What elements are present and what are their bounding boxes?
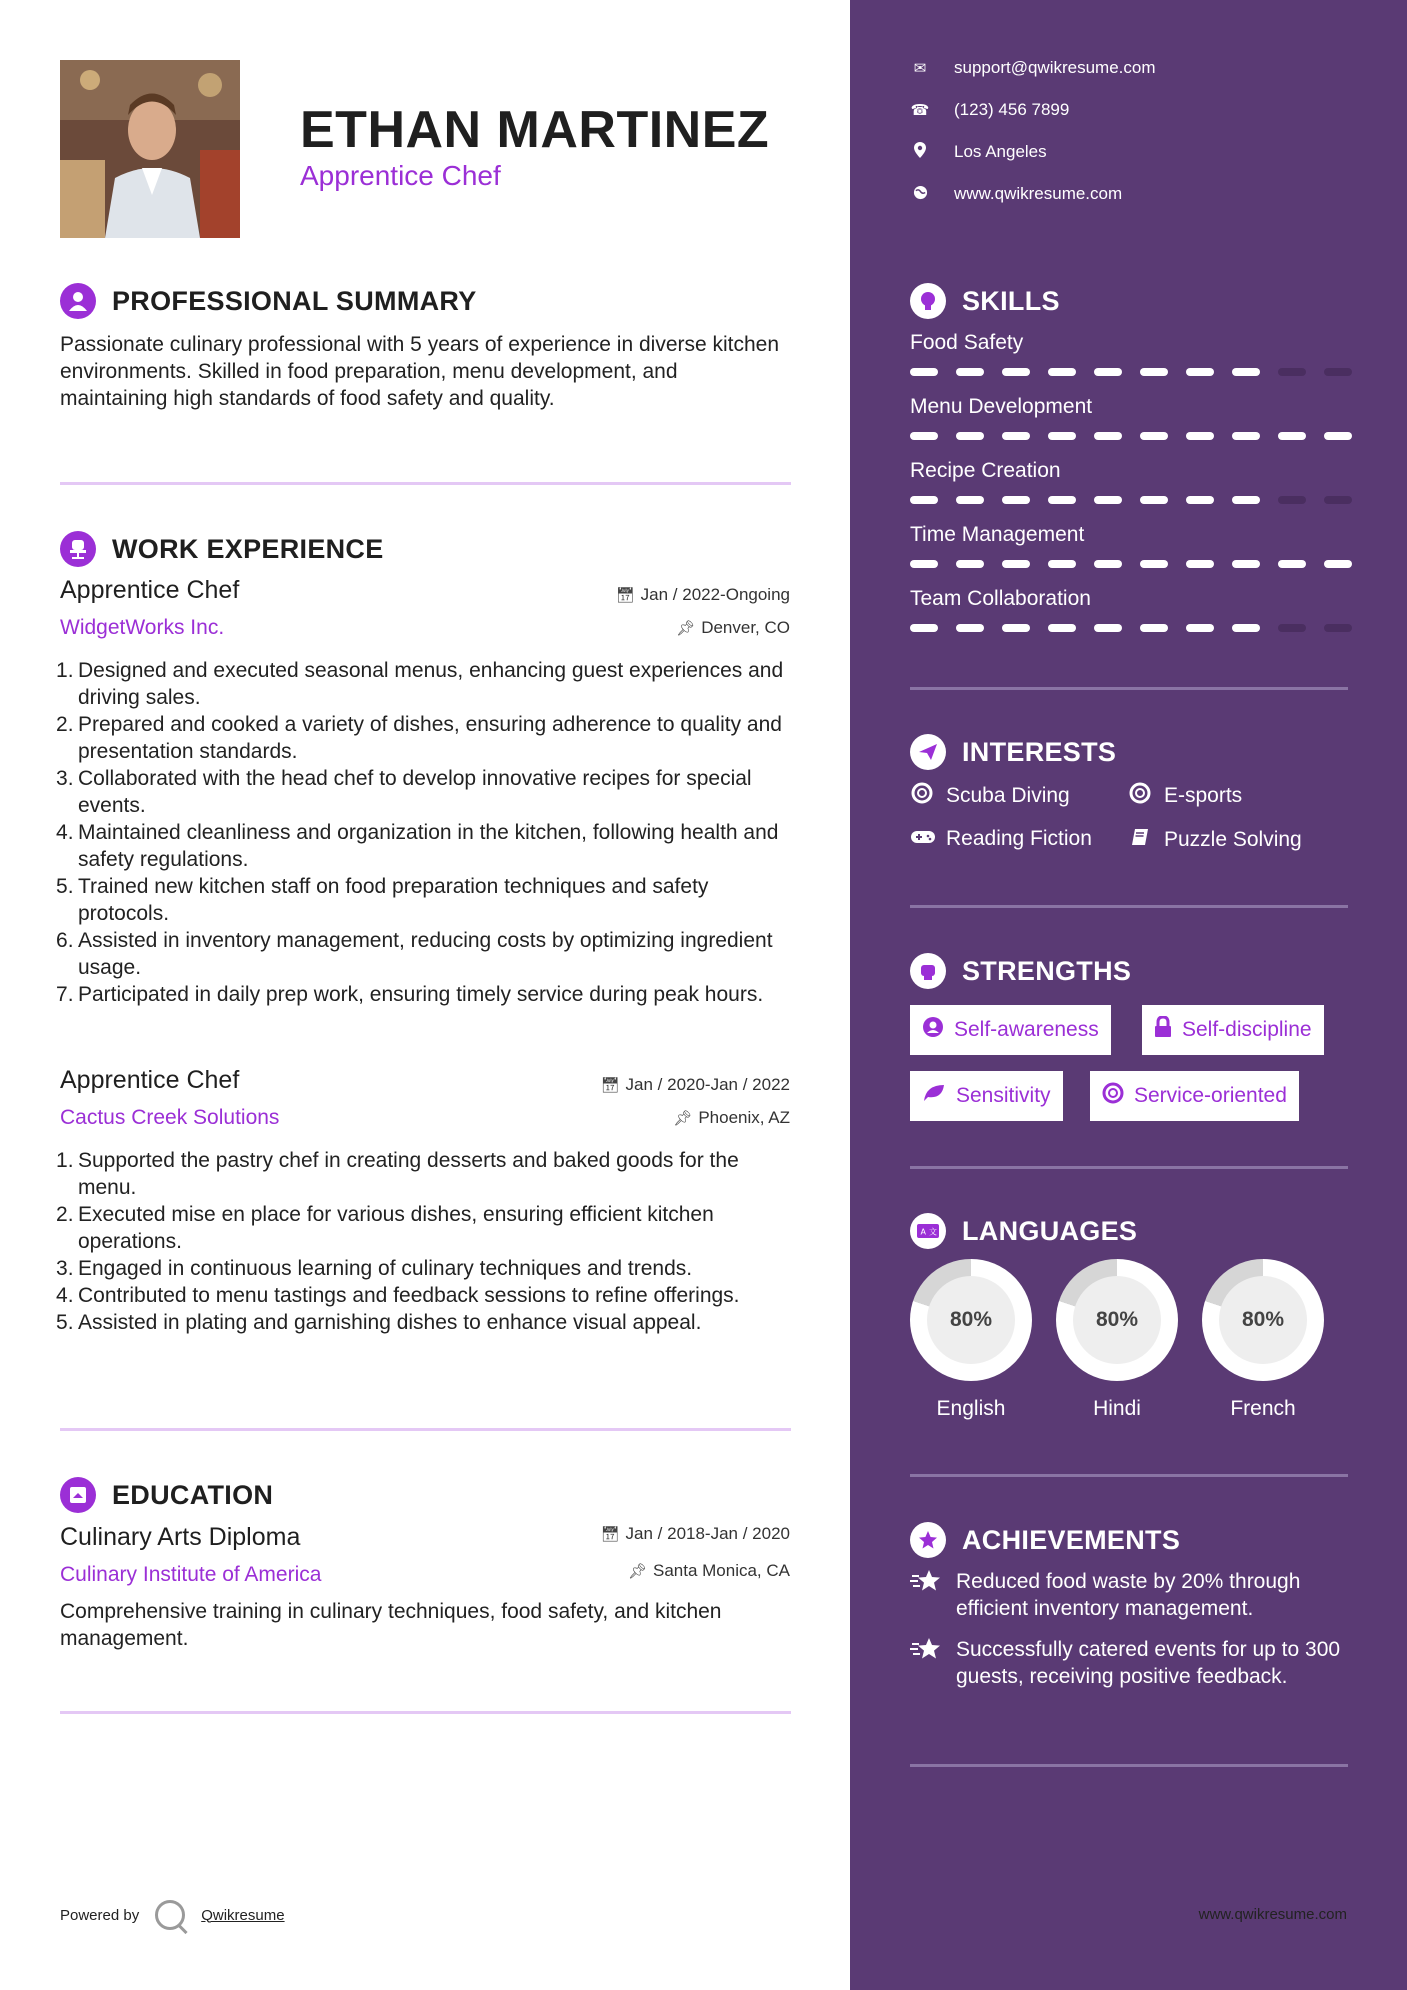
interest-label: Reading Fiction — [946, 827, 1092, 850]
languages-title: LANGUAGES — [962, 1215, 1138, 1246]
interest-item — [1128, 827, 1302, 853]
interest-item — [910, 827, 1092, 851]
star-icon — [910, 1636, 944, 1690]
job-company: WidgetWorks Inc. — [60, 616, 225, 639]
briefcase-chair-icon — [60, 531, 96, 567]
skill-dash — [1094, 496, 1122, 504]
pin-icon: 📌︎ — [673, 1110, 693, 1127]
svg-text:文: 文 — [929, 1227, 937, 1237]
list-item: Contributed to menu tastings and feedback sessions to refine offerings. — [78, 1284, 740, 1307]
divider — [910, 905, 1348, 908]
education-title: EDUCATION — [112, 1479, 274, 1510]
job-location-text: Denver, CO — [701, 618, 790, 637]
language-name: Hindi — [1093, 1397, 1141, 1420]
skill-dash — [956, 496, 984, 504]
divider — [60, 482, 791, 485]
candidate-role: Apprentice Chef — [300, 160, 501, 191]
globe-icon — [910, 185, 930, 204]
star-icon — [910, 1568, 944, 1622]
achievement-item — [910, 1568, 1350, 1622]
skill-dash — [1324, 432, 1352, 440]
skill-dash — [1232, 560, 1260, 568]
leaf-icon — [922, 1083, 946, 1109]
skill-dash — [1232, 432, 1260, 440]
skill-dash — [1140, 432, 1168, 440]
skill-dash — [910, 368, 938, 376]
language-percent: 80% — [1073, 1276, 1161, 1364]
calendar-icon: 📅︎ — [600, 1077, 620, 1094]
skill-dash — [1324, 624, 1352, 632]
summary-title: PROFESSIONAL SUMMARY — [112, 285, 477, 316]
achievements-title: ACHIEVEMENTS — [962, 1524, 1181, 1555]
list-item: Designed and executed seasonal menus, enhancing guest experiences and driving sales. — [78, 659, 784, 709]
skill-level-bar — [910, 560, 1352, 568]
skill-dash — [1140, 560, 1168, 568]
lock-icon — [1154, 1016, 1172, 1044]
contact-location-text: Los Angeles — [954, 142, 1047, 161]
strength-label: Service-oriented — [1134, 1084, 1287, 1107]
skill-dash — [1048, 368, 1076, 376]
skill-dash — [910, 496, 938, 504]
job-date-text: Jan / 2020-Jan / 2022 — [625, 1075, 790, 1094]
list-item: Collaborated with the head chef to develop innovative recipes for special events. — [78, 767, 752, 817]
calendar-icon: 📅︎ — [615, 587, 635, 604]
skill-dash — [1278, 432, 1306, 440]
pin-icon: 📌︎ — [627, 1563, 647, 1580]
skill-dash — [1186, 624, 1214, 632]
graduation-icon — [60, 1477, 96, 1513]
skill-dash — [1278, 368, 1306, 376]
strength-tag — [910, 1005, 1111, 1055]
skill-dash — [1094, 432, 1122, 440]
contact-location — [910, 142, 1047, 162]
degree-title: Culinary Arts Diploma — [60, 1523, 301, 1551]
skill-dash — [1140, 496, 1168, 504]
skill-dash — [1232, 368, 1260, 376]
skill-dash — [1324, 368, 1352, 376]
footer-url[interactable]: www.qwikresume.com — [1198, 1906, 1347, 1923]
list-item: Maintained cleanliness and organization in the kitchen, following health and safety regulations. — [78, 821, 779, 871]
user-circle-icon — [922, 1016, 944, 1044]
interest-item — [1128, 782, 1242, 810]
divider — [910, 687, 1348, 690]
languages-heading — [910, 1213, 1137, 1249]
skills-heading — [910, 283, 1060, 319]
fist-icon — [910, 953, 946, 989]
powered-by — [60, 1900, 285, 1930]
skill-level-bar — [910, 624, 1352, 632]
skill-dash — [1232, 624, 1260, 632]
skill-dash — [956, 560, 984, 568]
summary-heading — [60, 283, 477, 319]
language-ring — [1056, 1259, 1178, 1381]
list-item: Assisted in inventory management, reducing costs by optimizing ingredient usage. — [78, 929, 773, 979]
skill-name: Recipe Creation — [910, 459, 1061, 482]
list-item: Supported the pastry chef in creating desserts and baked goods for the menu. — [78, 1149, 739, 1199]
skill-dash — [1186, 496, 1214, 504]
contact-website-text: www.qwikresume.com — [954, 184, 1123, 203]
summary-text: Passionate culinary professional with 5 years of experience in diverse kitchen environments. Skilled in food preparation, menu development, and maintaining high standards of food safety and quality. — [60, 333, 780, 410]
strength-tag — [1142, 1005, 1324, 1055]
qwikresume-link[interactable]: Qwikresume — [201, 1906, 285, 1924]
envelope-icon: ✉︎ — [913, 60, 927, 77]
skill-level-bar — [910, 496, 1352, 504]
language-name: French — [1230, 1397, 1296, 1420]
language-percent: 80% — [1219, 1276, 1307, 1364]
skill-dash — [1140, 624, 1168, 632]
skill-dash — [1048, 496, 1076, 504]
skill-dash — [956, 432, 984, 440]
contact-phone[interactable] — [910, 100, 1069, 120]
strength-label: Sensitivity — [956, 1084, 1051, 1107]
skill-dash — [1278, 624, 1306, 632]
job-company: Cactus Creek Solutions — [60, 1106, 280, 1129]
strengths-heading — [910, 953, 1131, 989]
contact-phone-text: (123) 456 7899 — [954, 100, 1070, 119]
contact-email[interactable] — [910, 58, 1156, 78]
skill-name: Team Collaboration — [910, 587, 1091, 610]
skill-dash — [1094, 560, 1122, 568]
skill-name: Menu Development — [910, 395, 1093, 418]
achievement-item — [910, 1636, 1350, 1690]
paper-plane-icon — [910, 734, 946, 770]
divider — [910, 1474, 1348, 1477]
skill-level-bar — [910, 368, 1352, 376]
skill-dash — [1186, 368, 1214, 376]
qwikresume-logo-icon — [155, 1900, 185, 1930]
divider — [910, 1764, 1348, 1767]
strengths-title: STRENGTHS — [962, 955, 1132, 986]
profile-photo — [60, 60, 240, 238]
skill-dash — [1002, 368, 1030, 376]
education-location-text: Santa Monica, CA — [652, 1561, 790, 1580]
sidebar — [850, 0, 1407, 1990]
strength-tag — [910, 1071, 1063, 1121]
contact-website[interactable] — [910, 184, 1122, 204]
experience-title: WORK EXPERIENCE — [112, 533, 384, 564]
lifebuoy-icon — [1128, 782, 1152, 810]
lightbulb-icon — [910, 283, 946, 319]
skill-level-bar — [910, 432, 1352, 440]
skill-dash — [1324, 560, 1352, 568]
calendar-icon: 📅︎ — [600, 1526, 620, 1543]
strength-label: Self-discipline — [1182, 1018, 1312, 1041]
list-item: Assisted in plating and garnishing dishes to enhance visual appeal. — [78, 1311, 702, 1334]
powered-by-text: Powered by — [60, 1906, 140, 1924]
skill-name: Food Safety — [910, 331, 1024, 354]
list-item: Executed mise en place for various dishes, ensuring efficient kitchen operations. — [78, 1203, 714, 1253]
skill-dash — [1002, 624, 1030, 632]
language-ring — [1202, 1259, 1324, 1381]
interests-title: INTERESTS — [962, 736, 1117, 767]
skill-dash — [910, 624, 938, 632]
skill-dash — [1002, 560, 1030, 568]
pin-icon: 📌︎ — [676, 620, 696, 637]
divider — [910, 1166, 1348, 1169]
skill-dash — [1278, 496, 1306, 504]
job-duties-list — [78, 1147, 798, 1336]
language-ring — [910, 1259, 1032, 1381]
skill-dash — [956, 368, 984, 376]
svg-text:A: A — [920, 1227, 926, 1237]
language-percent: 80% — [927, 1276, 1015, 1364]
interest-item — [910, 782, 1070, 810]
skill-dash — [1140, 368, 1168, 376]
gamepad-icon — [910, 828, 934, 851]
achievement-text: Reduced food waste by 20% through efficient inventory management. — [956, 1570, 1301, 1620]
user-icon — [60, 283, 96, 319]
education-date-text: Jan / 2018-Jan / 2020 — [625, 1524, 790, 1543]
language-icon — [910, 1213, 946, 1249]
job-duties-list — [78, 657, 798, 1008]
skill-dash — [910, 432, 938, 440]
interests-heading — [910, 734, 1116, 770]
skill-dash — [1278, 560, 1306, 568]
interest-label: E-sports — [1164, 784, 1243, 807]
list-item: Prepared and cooked a variety of dishes, ensuring adherence to quality and presentation standards. — [78, 713, 782, 763]
skill-name: Time Management — [910, 523, 1085, 546]
achievement-text: Successfully catered events for up to 300 guests, receiving positive feedback. — [956, 1638, 1341, 1688]
star-badge-icon — [910, 1522, 946, 1558]
lifebuoy-icon — [910, 782, 934, 810]
strength-tag — [1090, 1071, 1299, 1121]
contact-email-text: support@qwikresume.com — [954, 58, 1156, 77]
skill-dash — [1048, 560, 1076, 568]
lifebuoy-icon — [1102, 1082, 1124, 1110]
skill-dash — [1002, 432, 1030, 440]
divider — [60, 1428, 791, 1431]
phone-icon: ☎︎ — [910, 102, 930, 119]
skill-dash — [1186, 432, 1214, 440]
divider — [60, 1711, 791, 1714]
job-title: Apprentice Chef — [60, 1066, 240, 1094]
skill-dash — [1048, 624, 1076, 632]
list-item: Engaged in continuous learning of culinary techniques and trends. — [78, 1257, 693, 1280]
candidate-name: ETHAN MARTINEZ — [300, 101, 770, 159]
education-heading — [60, 1477, 273, 1513]
skill-dash — [1324, 496, 1352, 504]
job-location-text: Phoenix, AZ — [698, 1108, 790, 1127]
education-text: Comprehensive training in culinary techniques, food safety, and kitchen management. — [60, 1600, 722, 1650]
skill-dash — [1094, 368, 1122, 376]
school-name: Culinary Institute of America — [60, 1563, 322, 1586]
skill-dash — [1002, 496, 1030, 504]
skills-title: SKILLS — [962, 285, 1060, 316]
interest-label: Scuba Diving — [946, 784, 1070, 807]
skill-dash — [1186, 560, 1214, 568]
map-pin-icon — [910, 142, 930, 162]
interest-label: Puzzle Solving — [1164, 828, 1302, 851]
job-title: Apprentice Chef — [60, 576, 240, 604]
achievements-heading — [910, 1522, 1180, 1558]
book-icon — [1128, 827, 1152, 853]
strength-label: Self-awareness — [954, 1018, 1099, 1041]
experience-heading — [60, 531, 384, 567]
skill-dash — [1094, 624, 1122, 632]
skill-dash — [910, 560, 938, 568]
skill-dash — [1048, 432, 1076, 440]
skill-dash — [1232, 496, 1260, 504]
job-date-text: Jan / 2022-Ongoing — [640, 585, 790, 604]
language-name: English — [936, 1397, 1006, 1420]
list-item: Participated in daily prep work, ensuring timely service during peak hours. — [78, 983, 764, 1006]
skill-dash — [956, 624, 984, 632]
list-item: Trained new kitchen staff on food preparation techniques and safety protocols. — [78, 875, 709, 925]
